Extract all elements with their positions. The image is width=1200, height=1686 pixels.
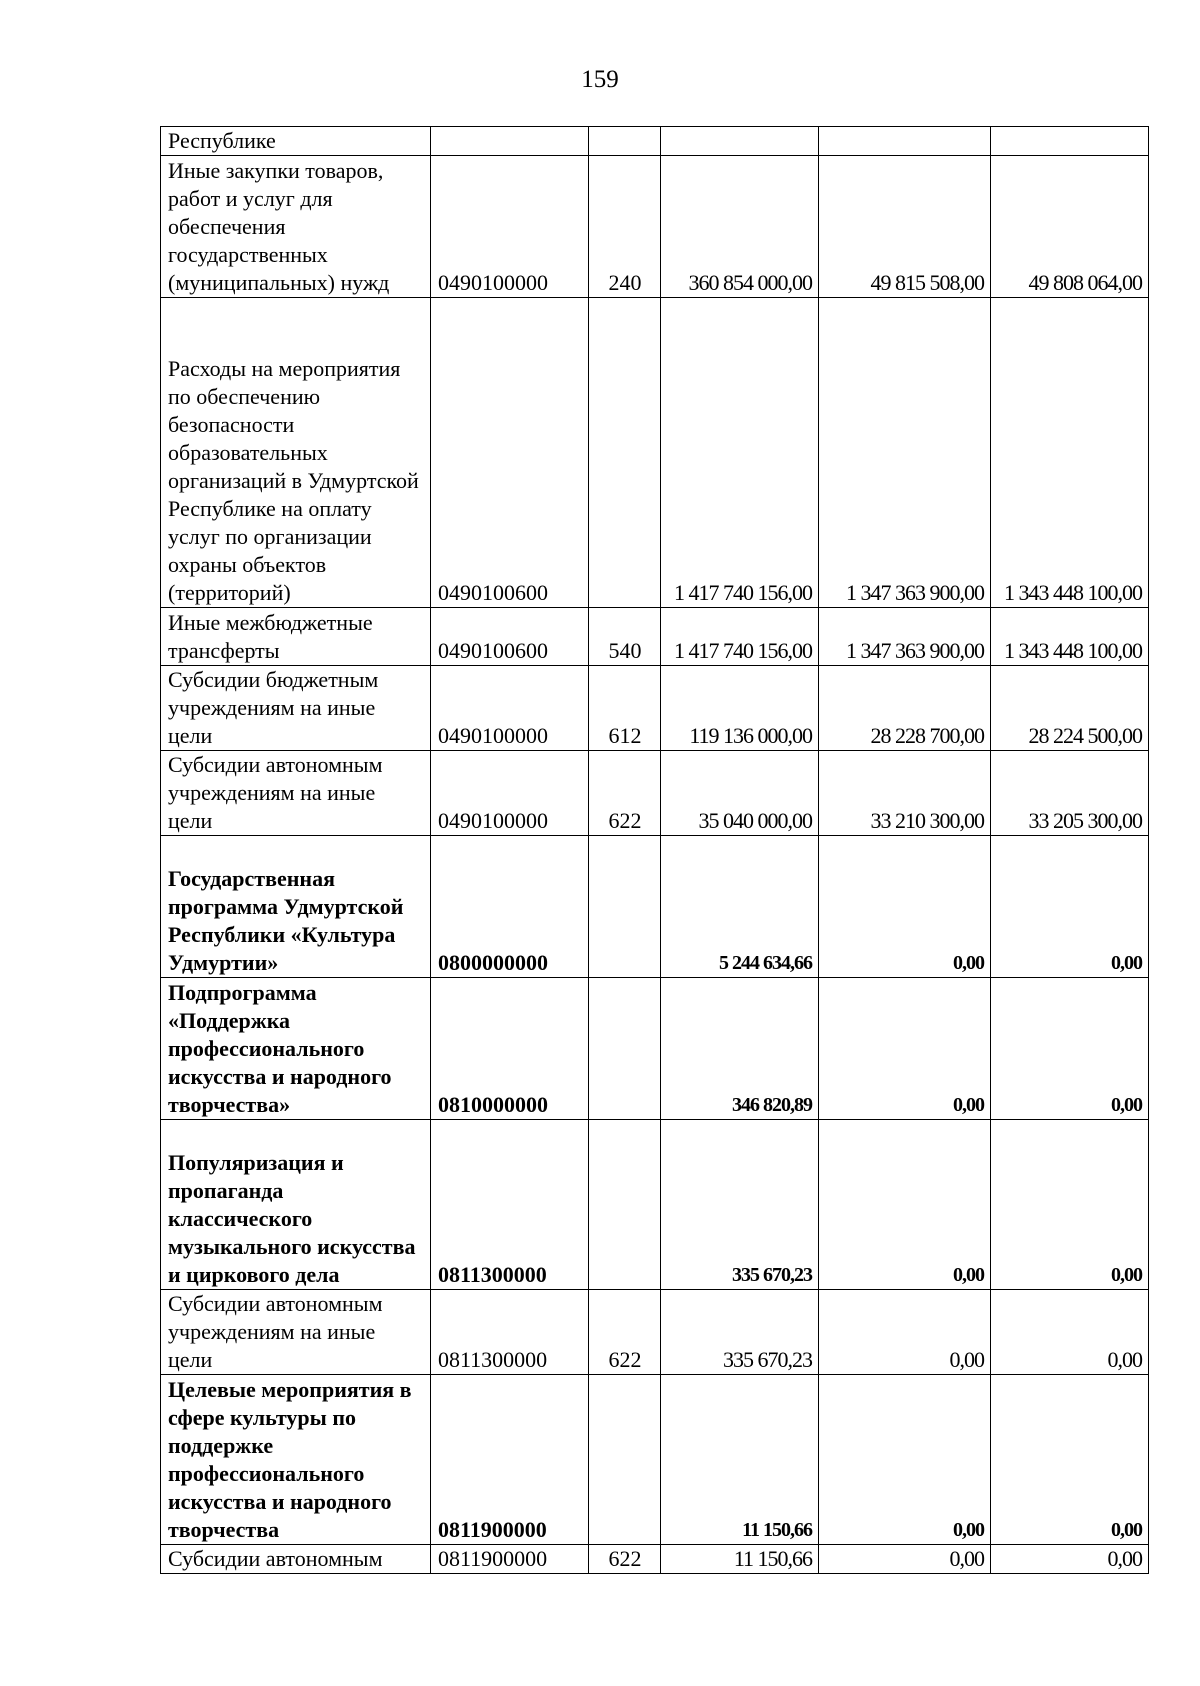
budget-table [160,126,1149,1574]
row-value-1 [661,127,819,156]
table-row [161,751,1149,836]
row-code: 0811900000 [431,1375,589,1545]
row-type: 622 [589,1290,661,1375]
row-value-2: 0,00 [819,1290,991,1375]
row-value-2: 0,00 [819,1545,991,1574]
row-type [589,978,661,1120]
row-value-1: 335 670,23 [661,1290,819,1375]
row-type: 540 [589,608,661,666]
row-value-1: 11 150,66 [661,1545,819,1574]
row-type [589,298,661,608]
row-type: 622 [589,1545,661,1574]
row-code: 0810000000 [431,978,589,1120]
row-value-3: 1 343 448 100,00 [991,298,1149,608]
table-row [161,1120,1149,1290]
row-value-3: 1 343 448 100,00 [991,608,1149,666]
table-row [161,666,1149,751]
table-row [161,298,1149,608]
table-row [161,127,1149,156]
row-name: Государственная программа Удмуртской Республики «Культура Удмуртии» [161,836,431,978]
page-number: 159 [581,66,619,93]
row-type: 612 [589,666,661,751]
row-type [589,127,661,156]
row-name: Иные закупки товаров, работ и услуг для обеспечения государственных (муниципальных) нужд [161,156,431,298]
row-code: 0490100000 [431,666,589,751]
row-value-1: 5 244 634,66 [661,836,819,978]
row-code [431,127,589,156]
row-type [589,1120,661,1290]
row-value-3: 28 224 500,00 [991,666,1149,751]
row-value-2: 28 228 700,00 [819,666,991,751]
row-value-1: 119 136 000,00 [661,666,819,751]
table-row [161,836,1149,978]
row-value-1: 335 670,23 [661,1120,819,1290]
row-name: Целевые мероприятия в сфере культуры по поддержке профессионального искусства и народного творчества [161,1375,431,1545]
table-row [161,978,1149,1120]
row-value-1: 346 820,89 [661,978,819,1120]
row-name: Субсидии автономным учреждениям на иные цели [161,1290,431,1375]
row-type: 240 [589,156,661,298]
row-value-3 [991,127,1149,156]
row-value-2 [819,127,991,156]
row-value-3: 49 808 064,00 [991,156,1149,298]
row-name: Расходы на мероприятия по обеспечению безопасности образовательных организаций в Удмуртской Республике на оплату услуг по организации охраны объектов (территорий) [161,298,431,608]
row-value-2: 49 815 508,00 [819,156,991,298]
row-value-2: 1 347 363 900,00 [819,608,991,666]
row-code: 0490100600 [431,608,589,666]
row-name: Субсидии автономным [161,1545,431,1574]
table-row [161,1545,1149,1574]
row-value-2: 0,00 [819,836,991,978]
row-code: 0811300000 [431,1290,589,1375]
table-row [161,608,1149,666]
row-value-2: 0,00 [819,1375,991,1545]
row-value-3: 0,00 [991,978,1149,1120]
row-code: 0490100600 [431,298,589,608]
row-value-2: 1 347 363 900,00 [819,298,991,608]
row-name: Иные межбюджетные трансферты [161,608,431,666]
table-row [161,1290,1149,1375]
row-type: 622 [589,751,661,836]
row-code: 0490100000 [431,751,589,836]
row-value-1: 1 417 740 156,00 [661,298,819,608]
row-code: 0811900000 [431,1545,589,1574]
table-row [161,1375,1149,1545]
row-type [589,836,661,978]
row-value-1: 360 854 000,00 [661,156,819,298]
row-value-1: 11 150,66 [661,1375,819,1545]
row-name: Республике [161,127,431,156]
row-value-3: 0,00 [991,1290,1149,1375]
table-row [161,156,1149,298]
row-type [589,1375,661,1545]
row-value-3: 0,00 [991,836,1149,978]
row-value-3: 33 205 300,00 [991,751,1149,836]
row-value-3: 0,00 [991,1545,1149,1574]
row-code: 0800000000 [431,836,589,978]
row-value-2: 0,00 [819,978,991,1120]
row-value-2: 0,00 [819,1120,991,1290]
row-name: Подпрограмма «Поддержка профессионального искусства и народного творчества» [161,978,431,1120]
row-value-3: 0,00 [991,1375,1149,1545]
row-code: 0811300000 [431,1120,589,1290]
row-value-2: 33 210 300,00 [819,751,991,836]
row-value-1: 35 040 000,00 [661,751,819,836]
row-code: 0490100000 [431,156,589,298]
row-value-3: 0,00 [991,1120,1149,1290]
row-name: Субсидии автономным учреждениям на иные цели [161,751,431,836]
row-name: Субсидии бюджетным учреждениям на иные цели [161,666,431,751]
row-value-1: 1 417 740 156,00 [661,608,819,666]
row-name: Популяризация и пропаганда классического музыкального искусства и циркового дела [161,1120,431,1290]
